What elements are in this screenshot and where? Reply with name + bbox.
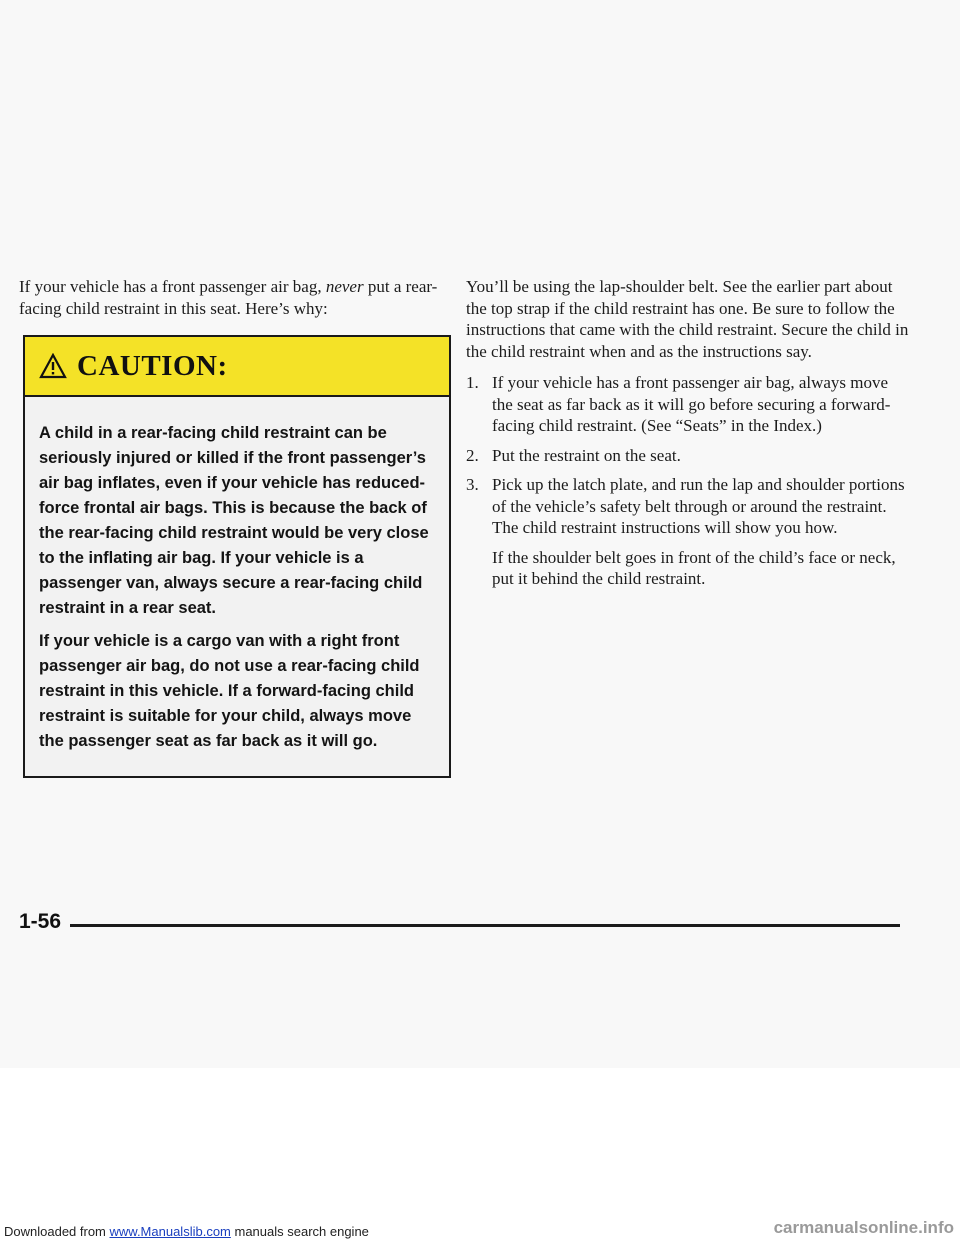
steps-list <box>466 372 912 539</box>
step-text: Pick up the latch plate, and run the lap and shoulder portions of the vehicle’s safety belt through or around the restraint. The child restraint instructions will show you how. <box>492 475 905 537</box>
left-column <box>19 276 453 778</box>
caution-paragraph: If your vehicle is a cargo van with a right front passenger air bag, do not use a rear-facing child restraint in this vehicle. If a forward-facing child restraint is suitable for your child, always move the passenger seat as far back as it will go. <box>39 632 420 750</box>
list-item <box>466 474 912 539</box>
list-item <box>466 372 912 437</box>
caution-body <box>25 397 449 754</box>
warning-triangle-icon <box>39 353 67 379</box>
step-text: Put the restraint on the seat. <box>492 445 681 465</box>
footer-rule <box>70 924 900 927</box>
caution-header <box>25 337 449 397</box>
right-intro: You’ll be using the lap-shoulder belt. See the earlier part about the top strap if the child restraint has one. Be sure to follow the instructions that came with the child restraint. Secure the child in the child restraint when and as the instructions say. <box>466 277 909 361</box>
left-intro: If your vehicle has a front passenger air bag, never put a rear-facing child restraint in this seat. Here’s why: <box>19 277 438 318</box>
list-item <box>466 445 912 467</box>
download-bar <box>0 1214 960 1242</box>
step-number: 3. <box>466 475 479 494</box>
watermark-text: carmanualsonline.info <box>773 1218 954 1237</box>
download-credit: Downloaded from www.Manualslib.com manuals search engine <box>4 1224 369 1239</box>
manualslib-link[interactable]: www.Manualslib.com <box>109 1224 231 1239</box>
caution-title: CAUTION: <box>77 349 228 382</box>
emphasis-never: never <box>325 277 364 296</box>
step-note: If the shoulder belt goes in front of the child’s face or neck, put it behind the child restraint. <box>492 547 896 588</box>
step-text: If your vehicle has a front passenger air bag, always move the seat as far back as it will go before securing a forward-facing child restraint. (See “Seats” in the Index.) <box>492 373 891 435</box>
right-column <box>466 276 912 590</box>
step-number: 1. <box>466 373 479 392</box>
caution-box <box>23 335 451 778</box>
step-number: 2. <box>466 445 479 465</box>
page-number: 1-56 <box>19 910 62 933</box>
caution-paragraph: A child in a rear-facing child restraint can be seriously injured or killed if the front passenger’s air bag inflates, even if your vehicle has reduced-force frontal air bags. This is because the back of the rear-facing child restraint would be very close to the inflating air bag. If your vehicle is a passenger van, always secure a rear-facing child restraint in a rear seat. <box>39 424 429 617</box>
